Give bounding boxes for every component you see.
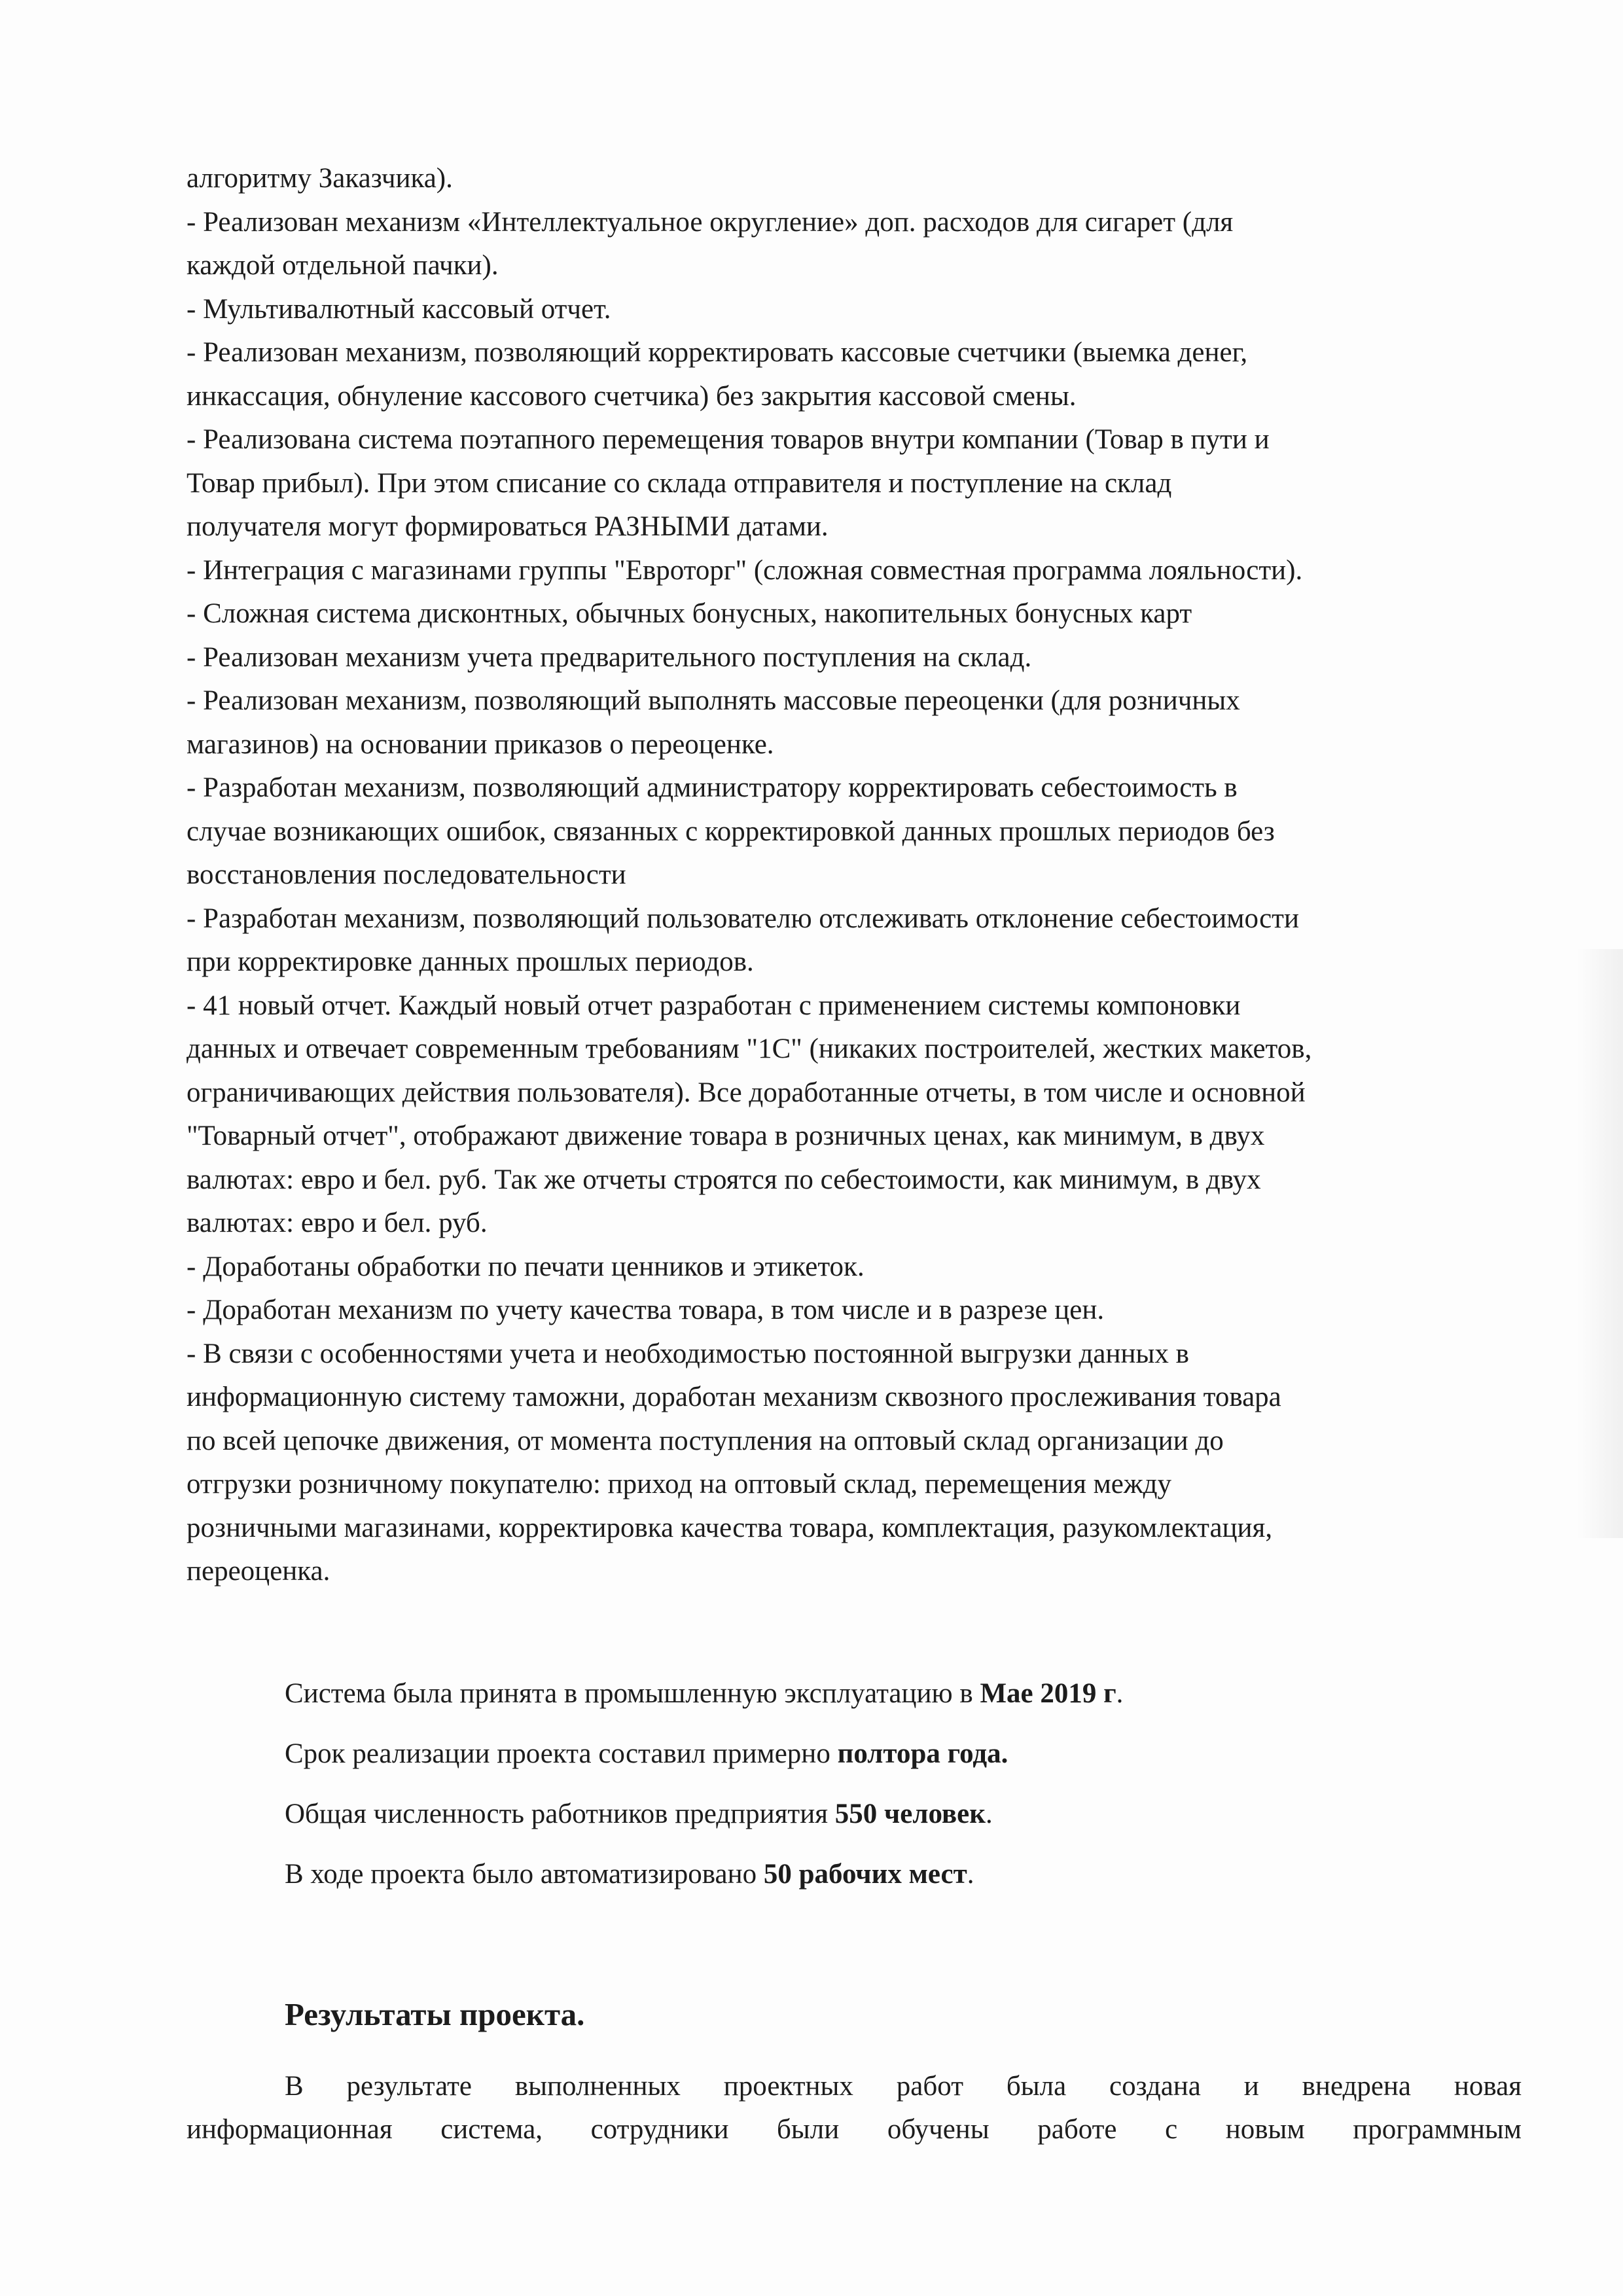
- text-line: при корректировке данных прошлых периодов.: [187, 946, 754, 977]
- text-line: "Товарный отчет", отображают движение товара в розничных ценах, как минимум, в двух: [187, 1121, 1265, 1151]
- text-line: информационную систему таможни, доработан механизм сквозного прослеживания товара: [187, 1382, 1281, 1412]
- text-line: - Реализован механизм учета предварительного поступления на склад.: [187, 641, 1032, 673]
- scan-shadow: [1577, 949, 1623, 1538]
- text-line: каждой отдельной пачки).: [187, 250, 499, 281]
- text-line: - Доработан механизм по учету качества товара, в том числе и в разрезе цен.: [187, 1295, 1105, 1325]
- text-line: - Реализован механизм, позволяющий корректировать кассовые счетчики (выемка денег,: [187, 337, 1248, 368]
- fact-employees: Общая численность работников предприятия 550 человек.: [285, 1799, 993, 1829]
- text-line: информационная система, сотрудники были обучены работе с новым программным: [187, 2114, 1522, 2145]
- text-line: - 41 новый отчет. Каждый новый отчет разработан с применением системы компоновки: [187, 990, 1241, 1021]
- text-line: - Доработаны обработки по печати ценников и этикеток.: [187, 1251, 865, 1282]
- text-line: случае возникающих ошибок, связанных с корректировкой данных прошлых периодов без: [187, 816, 1275, 847]
- text-line: ограничивающих действия пользователя). Все доработанные отчеты, в том числе и основной: [187, 1077, 1306, 1108]
- features-list: [187, 157, 1535, 1594]
- fact-duration: Срок реализации проекта составил примерно полтора года.: [285, 1738, 1008, 1769]
- text-line: - Разработан механизм, позволяющий администратору корректировать себестоимость в: [187, 772, 1238, 803]
- text-line: валютах: евро и бел. руб. Так же отчеты строятся по себестоимости, как минимум, в двух: [187, 1164, 1261, 1195]
- fact-value: 550 человек: [834, 1799, 986, 1829]
- text-line: магазинов) на основании приказов о переоценке.: [187, 728, 774, 760]
- text-line: инкассация, обнуление кассового счетчика) без закрытия кассовой смены.: [187, 380, 1077, 412]
- text-line: - Разработан механизм, позволяющий пользователю отслеживать отклонение себестоимости: [187, 903, 1299, 934]
- fact-workplaces: В ходе проекта было автоматизировано 50 рабочих мест.: [285, 1859, 974, 1890]
- text-line: валютах: евро и бел. руб.: [187, 1208, 488, 1238]
- text-line: алгоритму Заказчика).: [187, 163, 453, 194]
- fact-value: 50 рабочих мест: [763, 1859, 967, 1890]
- text-line: отгрузки розничному покупателю: приход на оптовый склад, перемещения между: [187, 1469, 1171, 1499]
- text-line: - Сложная система дисконтных, обычных бонусных, накопительных бонусных карт: [187, 598, 1192, 629]
- project-facts: [285, 1672, 1528, 1913]
- fact-value: Мае 2019 г: [980, 1678, 1116, 1709]
- text-line: получателя могут формироваться РАЗНЫМИ датами.: [187, 511, 829, 542]
- text-line: - Реализован механизм, позволяющий выполнять массовые переоценки (для розничных: [187, 685, 1240, 716]
- text-line: - В связи с особенностями учета и необходимостью постоянной выгрузки данных в: [187, 1338, 1189, 1369]
- text-line: - Интеграция с магазинами группы "Евроторг" (сложная совместная программа лояльности).: [187, 554, 1303, 586]
- text-line: по всей цепочке движения, от момента поступления на оптовый склад организации до: [187, 1425, 1224, 1456]
- text-line: Товар прибыл). При этом списание со склада отправителя и поступление на склад: [187, 467, 1172, 499]
- text-line: данных и отвечает современным требованиям "1С" (никаких построителей, жестких макетов,: [187, 1033, 1312, 1064]
- fact-value: полтора года.: [837, 1738, 1008, 1769]
- text-line: розничными магазинами, корректировка качества товара, комплектация, разукомлектация,: [187, 1512, 1273, 1543]
- fact-start-date: Система была принята в промышленную эксплуатацию в Мае 2019 г.: [285, 1678, 1124, 1709]
- text-line: восстановления последовательности: [187, 859, 626, 890]
- text-line: - Мультивалютный кассовый отчет.: [187, 293, 611, 325]
- text-line: - Реализована система поэтапного перемещения товаров внутри компании (Товар в пути и: [187, 424, 1270, 455]
- text-line: В результате выполненных проектных работ была создана и внедрена новая: [285, 2071, 1522, 2102]
- text-line: переоценка.: [187, 1556, 330, 1587]
- text-line: - Реализован механизм «Интеллектуальное округление» доп. расходов для сигарет (для: [187, 206, 1234, 238]
- results-paragraph: [187, 2065, 1522, 2151]
- section-heading: Результаты проекта.: [285, 1996, 585, 2032]
